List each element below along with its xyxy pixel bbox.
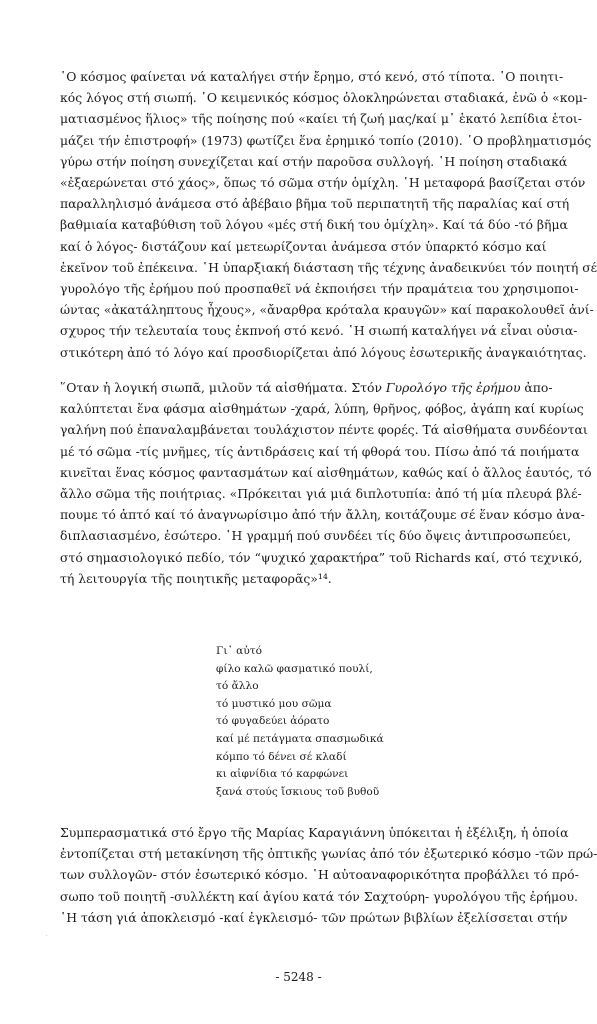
text-line: ῞Οταν ἡ λογική σιωπᾶ, μιλοῦν τά αἰσθήματα. Στόν Γυρολόγο τῆς ἐρήμου ἀπο-	[60, 380, 553, 395]
poem-line: κόμπο τό δένει σέ κλαδί	[216, 750, 347, 763]
paragraph-silence	[60, 66, 597, 363]
text-line: μάζει τήν ἐπιστροφή» (1973) φωτίζει ἕνα ἐρημικό τοπίο (2010). ῾Ο προβληματισμός	[60, 132, 592, 148]
text-line: ἐκεῖνον τοῦ ἐπέκεινα. ῾Η ὑπαρξιακή διάσταση τῆς τέχνης ἀναδεικνύει τόν ποιητή σέ	[60, 259, 597, 275]
poem-excerpt	[216, 643, 384, 801]
text-line: ματιασμένος ἥλιος» τῆς ποίησης πού «καίει τή ζωή μας/καί μ᾽ ἑκατό λεπίδια ἑτοι-	[60, 111, 582, 127]
text-line: στό σημασιολογικό πεδίο, τόν “ψυχικό χαρακτήρα” τοῦ Richards καί, στό τεχνικό,	[60, 549, 583, 565]
text-line: παραλληλισμό ἀνάμεσα στό ἀβέβαιο βῆμα τοῦ περιπατητῆ τῆς παραλίας καί στή	[60, 196, 570, 212]
poem-line: φίλο καλῶ φασματικό πουλί,	[216, 662, 373, 675]
text-line: ἐντοπίζεται στή μετακίνηση τῆς ὀπτικῆς γωνίας ἀπό τόν ἐξωτερικό κόσμο -τῶν πρώ-	[60, 846, 597, 862]
poem-line: καί μέ πετάγματα σπασμωδικά	[216, 732, 384, 745]
text-line: των συλλογῶν- στόν ἐσωτερικό κόσμο. ῾Η αὐτοαναφορικότητα προβάλλει τό πρό-	[60, 867, 579, 883]
text-line: σωπο τοῦ ποιητῆ -συλλέκτη καί ἁγίου κατά τόν Σαχτούρη- γυρολόγου τῆς ἐρήμου.	[60, 888, 578, 904]
text-line: «ἐξαερώνεται στό χάος», ὅπως τό σῶμα στήν ὁμίχλη. ῾Η μεταφορά βασίζεται στόν	[60, 175, 586, 191]
text-line: βαθμιαία καταβύθιση τοῦ λόγου «μές στή δική του ὁμίχλη». Καί τά δύο -τό βῆμα	[60, 217, 568, 233]
poem-line: τό ἄλλο	[216, 680, 259, 693]
text-line: γυρολόγο τῆς ἐρήμου πού προσπαθεῖ νά ἐκποιήσει τήν πραμάτεια του χρησιμοποι-	[60, 281, 579, 297]
book-title: Γυρολόγο τῆς ἐρήμου	[385, 380, 521, 395]
poem-line: τό μυστικό μου σῶμα	[216, 697, 332, 710]
text-line: γύρω στήν ποίηση συνεχίζεται καί στήν παροῦσα συλλογή. ῾Η ποίηση σταδιακά	[60, 153, 568, 169]
text-line: ἄλλο σῶμα τῆς ποιήτριας. «Πρόκειται γιά μιά διπλοτυπία: ἀπό τή μία πλευρά βλέ-	[60, 486, 582, 502]
poem-line: ξανά στούς ἴσκιους τοῦ βυθοῦ	[216, 785, 380, 798]
text-line: σχυρος τήν τελευταία τους ἐκπνοή στό κενό. ῾Η σιωπή καταλήγει νά εἶναι οὐσια-	[60, 323, 578, 339]
text-line: κινεῖται ἕνας κόσμος φαντασμάτων καί αἰσθημάτων, καθώς καί ὁ ἄλλος ἑαυτός, τό	[60, 464, 592, 480]
text-line: ῾Ο κόσμος φαίνεται νά καταλήγει στήν ἔρημο, στό κενό, στό τίποτα. ῾Ο ποιητι-	[60, 69, 564, 84]
text-line: τή λειτουργία τῆς ποιητικῆς μεταφορᾶς»¹⁴.	[60, 570, 332, 586]
text-line: γαλήνη πού ἐπαναλαμβάνεται τουλάχιστον πέντε φορές. Τά αἰσθήματα συνδέονται	[60, 422, 588, 438]
text-line: μέ τό σῶμα -τίς μνῆμες, τίς ἀντιδράσεις καί τή φθορά του. Πίσω ἀπό τά ποιήματα	[60, 443, 580, 459]
paragraph-emotions	[60, 377, 592, 589]
text-line: καί ὁ λόγος- διστάζουν καί μετεωρίζονται ἀνάμεσα στόν ὑπαρκτό κόσμο καί	[60, 238, 547, 254]
page-number: - 5248 -	[275, 970, 322, 984]
text-line: στικότερη ἀπό τό λόγο καί προσδιορίζεται ἀπό λόγους ἐσωτερικῆς ἀναγκαιότητας.	[60, 344, 587, 360]
poem-line: τό φυγαδεύει ἀόρατο	[216, 715, 330, 728]
text-line: πουμε τό ἁπτό καί τό ἀναγνωρίσιμο ἀπό τήν ἄλλη, κοιτάζουμε σέ ἕναν κόσμο ἀνα-	[60, 507, 585, 523]
text-line: ῾Η τάση γιά ἀποκλεισμό -καί ἐγκλεισμό- τῶν πρώτων βιβλίων ἐξελίσσεται στήν	[60, 909, 568, 925]
paragraph-conclusion	[60, 822, 597, 928]
poem-line: Γι᾽ αὐτό	[216, 645, 263, 657]
text-line: ώντας «ἀκατάληπτους ἦχους», «ἄναρθρα κρόταλα κραυγῶν» καί παρακολουθεῖ ἀνί-	[60, 302, 594, 318]
poem-line: κι αἰφνίδια τό καρφώνει	[216, 768, 349, 781]
scan-speck	[46, 935, 47, 936]
text-line: Συμπερασματικά στό ἔργο τῆς Μαρίας Καραγιάννη ὑπόκειται ἡ ἐξέλιξη, ἡ ὁποία	[60, 825, 569, 840]
text-line: καλύπτεται ἕνα φάσμα αἰσθημάτων -χαρά, λύπη, θρῆνος, φόβος, ἀγάπη καί κυρίως	[60, 401, 584, 417]
text-line: διπλασιασμένο, ἐσώτερο. ῾Η γραμμή πού συνδέει τίς δύο ὄψεις ἀντιπροσωπεύει,	[60, 528, 572, 544]
text-line: κός λόγος στή σιωπή. ῾Ο κειμενικός κόσμος ὁλοκληρώνεται σταδιακά, ἐνῶ ὁ «κομ-	[60, 90, 588, 106]
